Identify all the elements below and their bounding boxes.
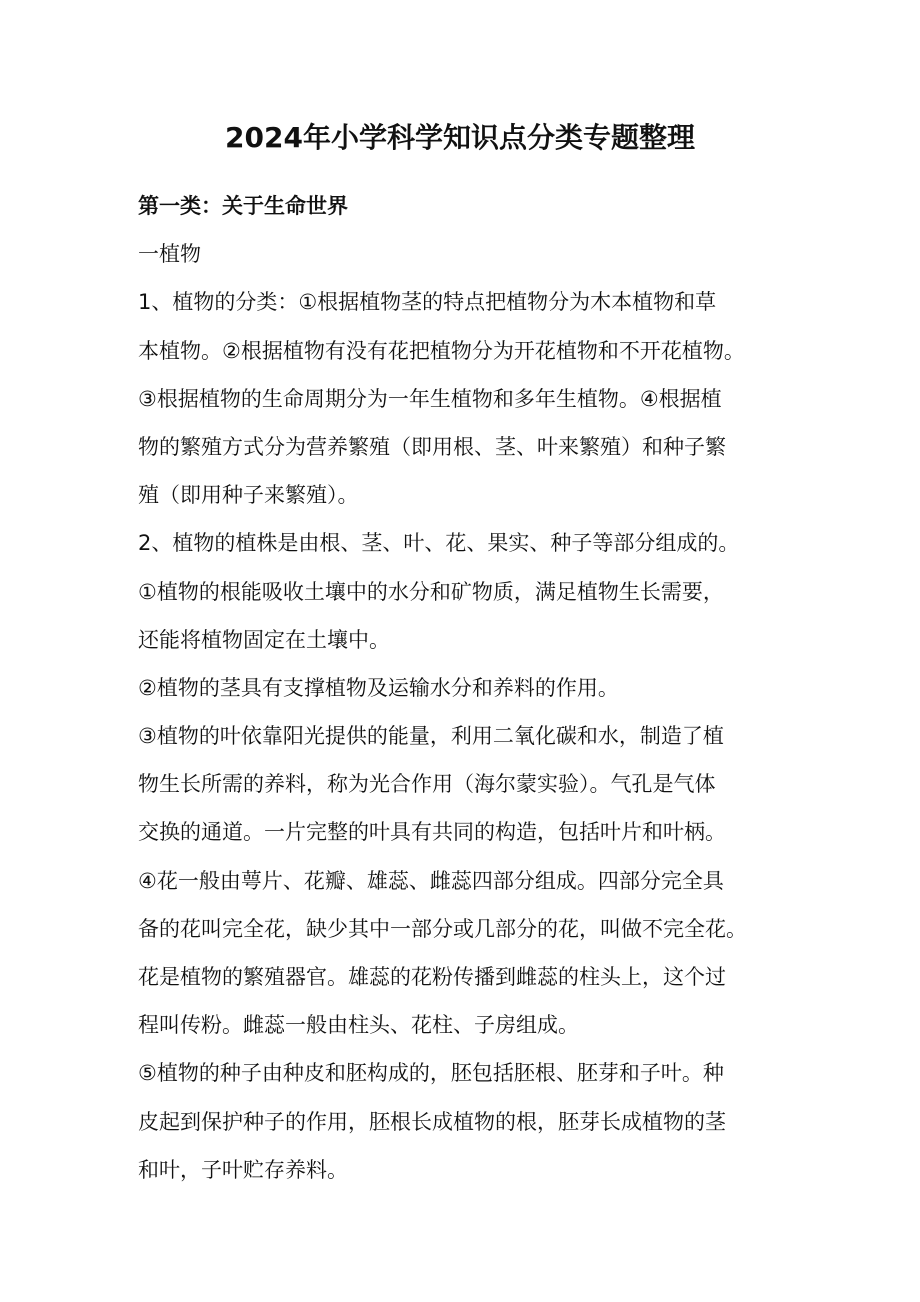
paragraph-line: 2、植物的植株是由根、茎、叶、花、果实、种子等部分组成的。 bbox=[138, 531, 740, 556]
paragraph-line: ④花一般由萼片、花瓣、雄蕊、雌蕊四部分组成。四部分完全具 bbox=[138, 868, 724, 893]
paragraph-line: ⑤植物的种子由种皮和胚构成的，胚包括胚根、胚芽和子叶。种 bbox=[138, 1061, 724, 1086]
paragraph-line: 和叶，子叶贮存养料。 bbox=[138, 1157, 348, 1182]
paragraph-line: ③植物的叶依靠阳光提供的能量，利用二氧化碳和水，制造了植 bbox=[138, 724, 724, 749]
paragraph-line: 还能将植物固定在土壤中。 bbox=[138, 627, 390, 652]
paragraph-line: 1、植物的分类：①根据植物茎的特点把植物分为木本植物和草 bbox=[138, 290, 717, 315]
paragraph-line: 物的繁殖方式分为营养繁殖（即用根、茎、叶来繁殖）和种子繁 bbox=[138, 434, 726, 459]
paragraph-line: 交换的通道。一片完整的叶具有共同的构造，包括叶片和叶柄。 bbox=[138, 820, 726, 845]
subsection-heading: 一植物 bbox=[138, 242, 201, 267]
paragraph-line: ③根据植物的生命周期分为一年生植物和多年生植物。④根据植 bbox=[138, 386, 722, 411]
paragraph-line: 殖（即用种子来繁殖）。 bbox=[138, 483, 359, 508]
paragraph-line: 皮起到保护种子的作用，胚根长成植物的根，胚芽长成植物的茎 bbox=[138, 1109, 726, 1134]
document-title: 2024年小学科学知识点分类专题整理 bbox=[225, 121, 695, 154]
paragraph-line: 程叫传粉。雌蕊一般由柱头、花柱、子房组成。 bbox=[138, 1013, 579, 1038]
paragraph-line: 本植物。②根据植物有没有花把植物分为开花植物和不开花植物。 bbox=[138, 338, 745, 363]
paragraph-line: ②植物的茎具有支撑植物及运输水分和养料的作用。 bbox=[138, 675, 619, 700]
section-heading: 第一类：关于生命世界 bbox=[138, 194, 348, 218]
paragraph-line: 物生长所需的养料，称为光合作用（海尔蒙实验）。气孔是气体 bbox=[138, 772, 716, 797]
paragraph-line: ①植物的根能吸收土壤中的水分和矿物质，满足植物生长需要， bbox=[138, 579, 724, 604]
paragraph-line: 备的花叫完全花，缺少其中一部分或几部分的花，叫做不完全花。 bbox=[138, 916, 747, 941]
document-body bbox=[138, 182, 798, 1194]
paragraph-line: 花是植物的繁殖器官。雄蕊的花粉传播到雌蕊的柱头上，这个过 bbox=[138, 965, 726, 989]
